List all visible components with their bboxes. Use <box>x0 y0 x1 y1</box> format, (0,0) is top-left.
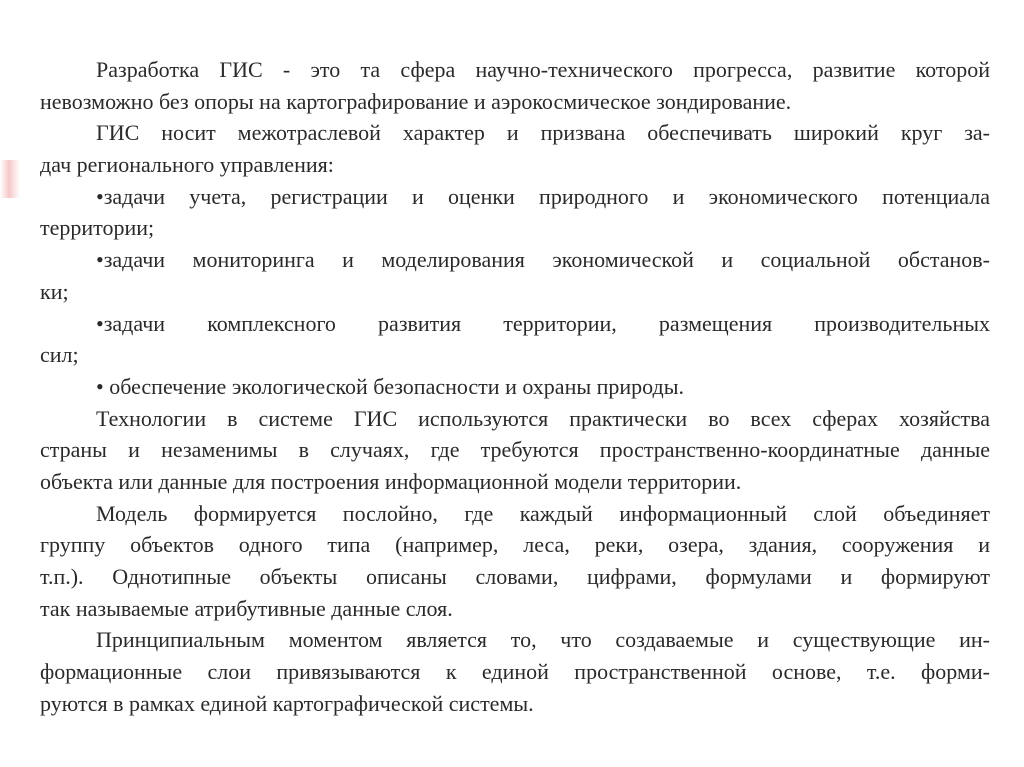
text-line: объекта или данные для построения информационной модели территории. <box>40 468 742 494</box>
text-line: Принципиальным моментом является то, что создаваемые и существующие ин- <box>96 627 990 653</box>
text-line: Модель формируется послойно, где каждый информационный слой объединяет <box>96 500 990 526</box>
text-line: формационные слои привязываются к единой пространственной основе, т.е. форми- <box>40 659 990 685</box>
text-line: Технологии в системе ГИС используются практически во всех сферах хозяйства <box>96 405 990 431</box>
text-line: т.п.). Однотипные объекты описаны словами, цифрами, формулами и формируют <box>40 564 990 589</box>
text-line: страны и незаменимы в случаях, где требуются пространственно-координатные данные <box>40 437 990 463</box>
text-line: невозможно без опоры на картографирование и аэрокосмическое зондирование. <box>40 88 792 114</box>
text-line: руются в рамках единой картографической системы. <box>40 690 534 716</box>
text-line: территории; <box>40 215 155 241</box>
text-line: дач регионального управления: <box>40 152 334 178</box>
text-line: сил; <box>40 342 79 368</box>
text-line: так называемые атрибутивные данные слоя. <box>40 595 453 621</box>
bullet-line: •задачи учета, регистрации и оценки природного и экономического потенциала <box>96 183 990 209</box>
bullet-line: •задачи мониторинга и моделирования экономической и социальной обстанов- <box>96 247 990 273</box>
text-line: ГИС носит межотраслевой характер и призвана обеспечивать широкий круг за- <box>96 120 990 146</box>
bullet-line: •задачи комплексного развития территории, размещения производительных <box>96 310 990 336</box>
text-line: Разработка ГИС - это та сфера научно-технического прогресса, развитие которой <box>96 57 990 82</box>
document-body <box>40 54 990 719</box>
accent-bar-decoration <box>0 160 20 198</box>
text-line: ки; <box>40 278 69 304</box>
text-line: группу объектов одного типа (например, леса, реки, озера, здания, сооружения и <box>40 532 990 558</box>
bullet-line: • обеспечение экологической безопасности и охраны природы. <box>96 373 685 399</box>
